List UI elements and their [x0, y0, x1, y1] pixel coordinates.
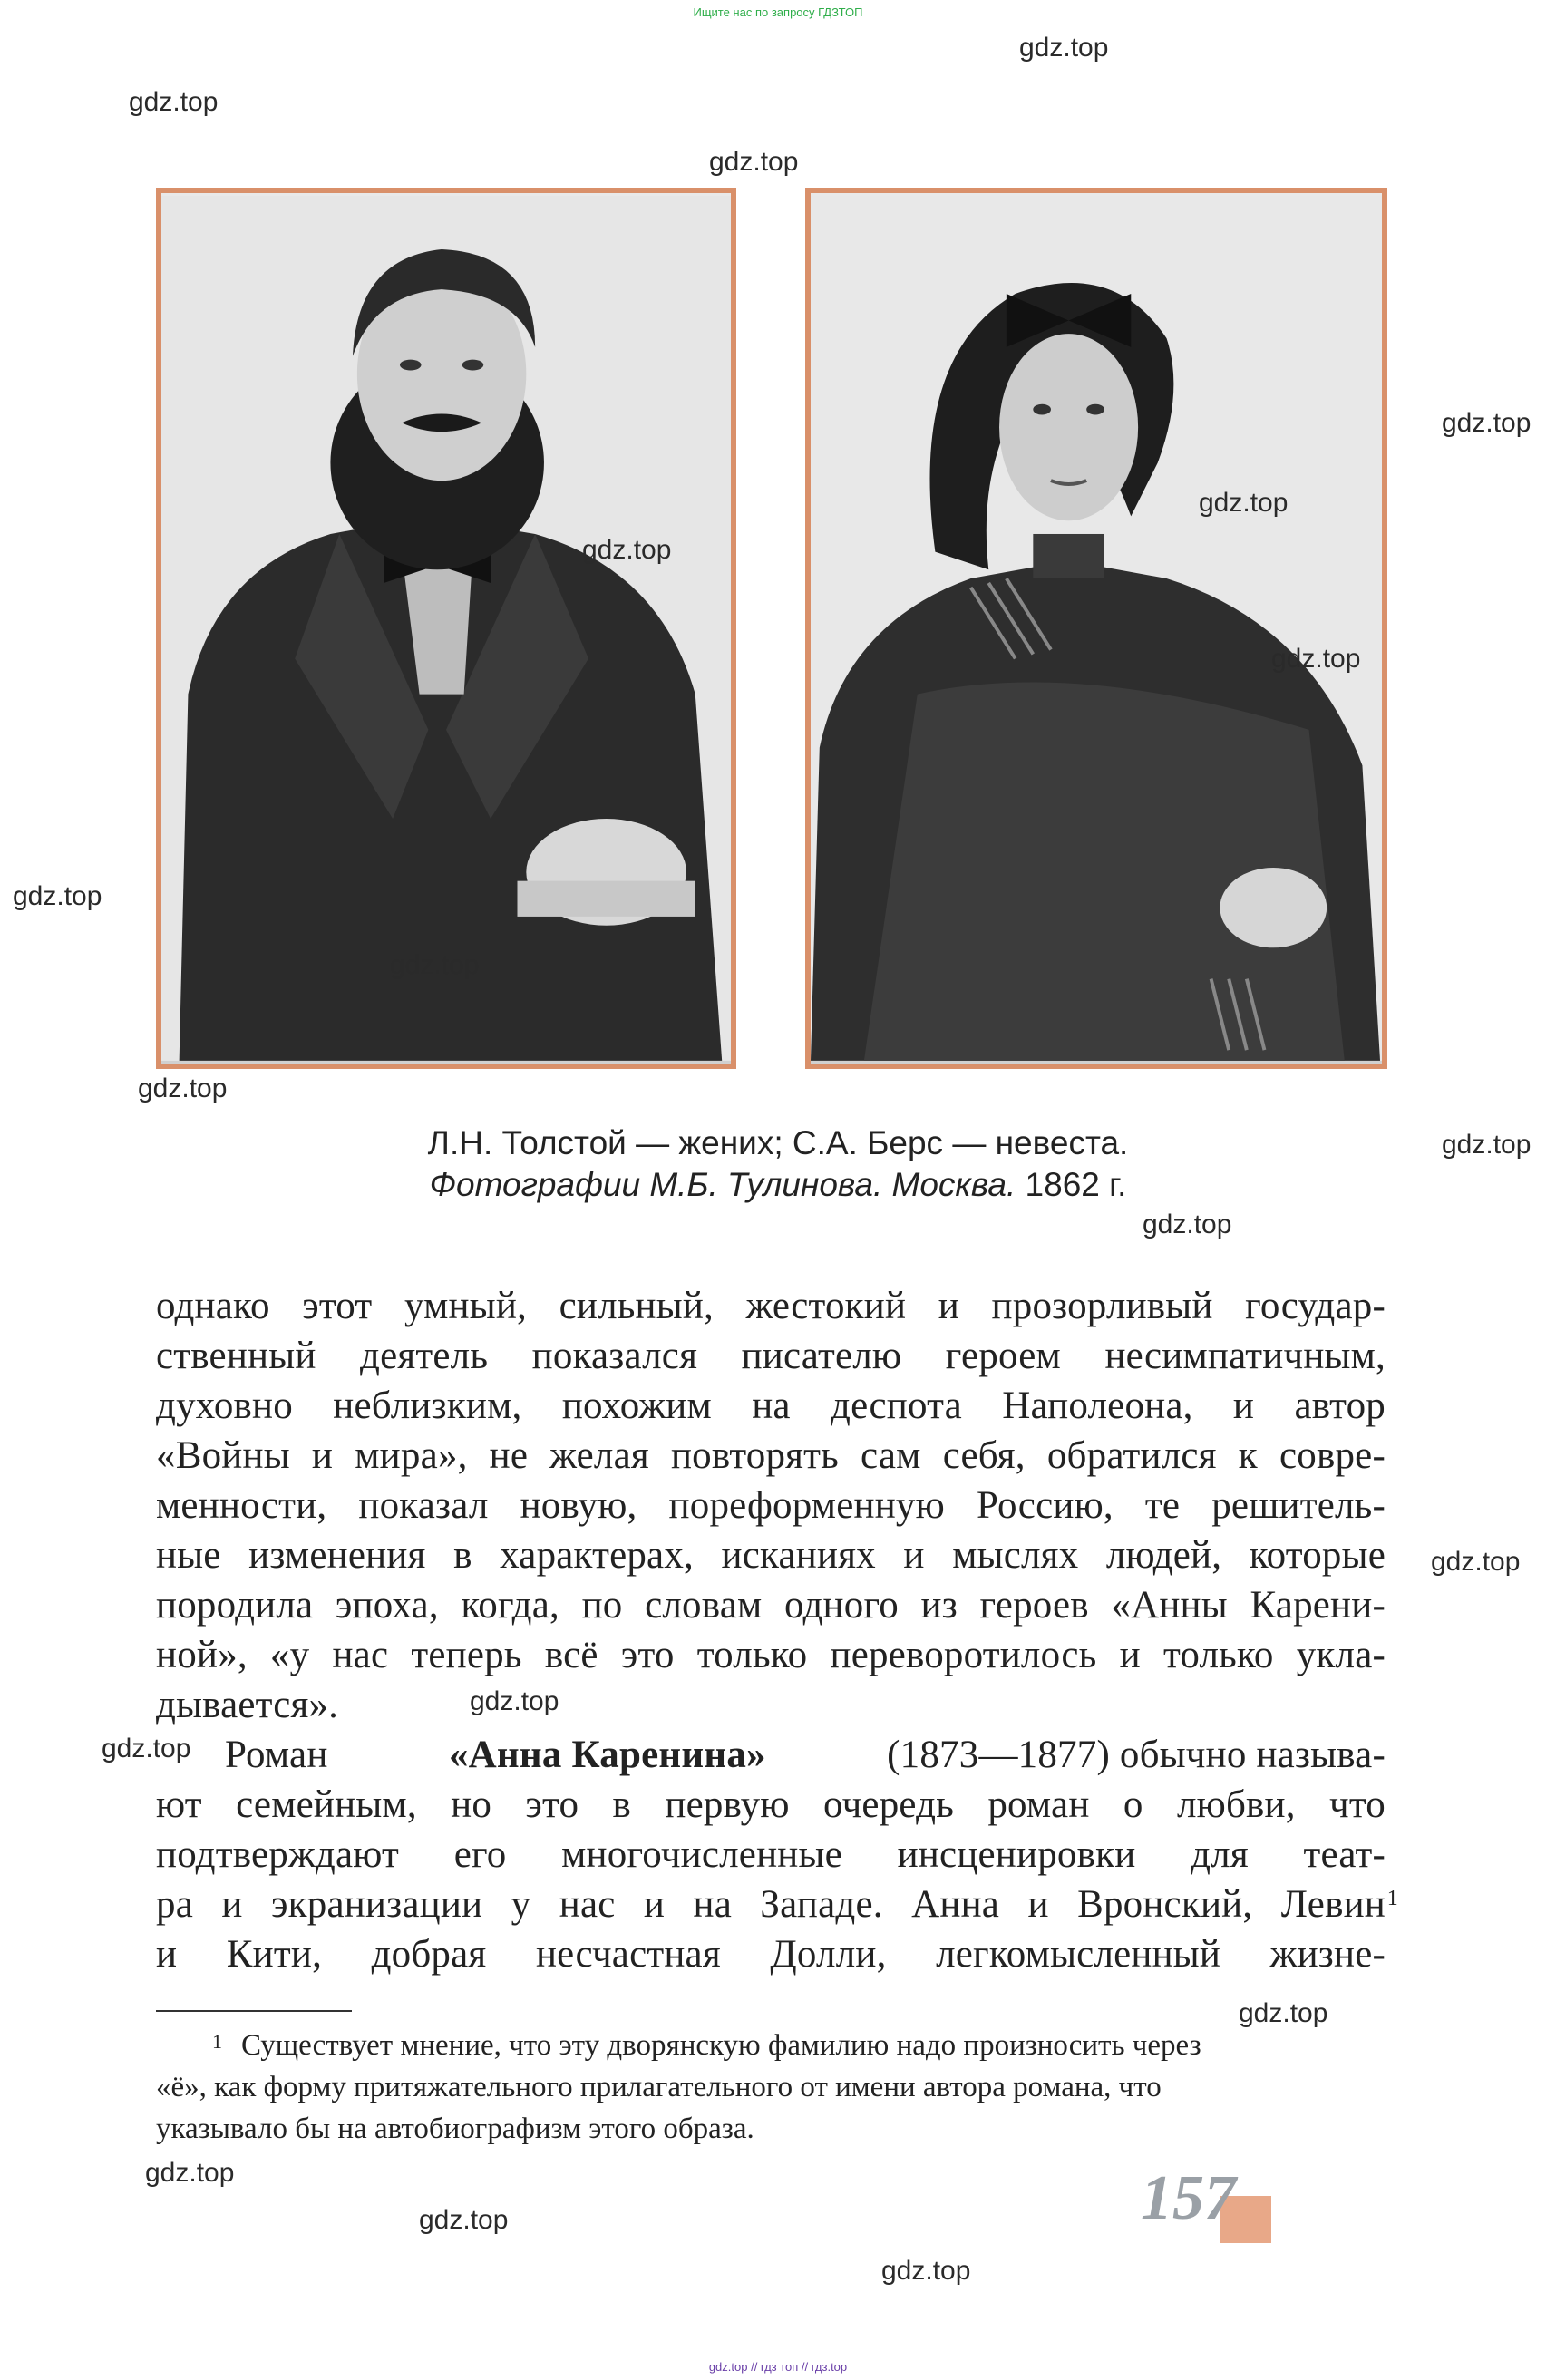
text-line: дывается». — [156, 1684, 339, 1726]
footnote-line: «ё», как форму притяжательного прилагательного от имени автора романа, что — [156, 2071, 1162, 2103]
text-line-first: Роман «Анна Каренина» (1873—1877) обычно называ- — [156, 1730, 1386, 1780]
watermark: gdz.top — [145, 2158, 235, 2188]
paragraph-1 — [156, 1281, 1386, 1730]
paragraph-2 — [156, 1730, 1398, 1979]
text-line: ра и экранизации у нас и на Западе. Анна и Вронский, Левин 1 — [156, 1880, 1386, 1929]
bottom-banner: gdz.top // гдз топ // гдз.top — [708, 2360, 848, 2374]
text-line: подтверждают его многочисленные инсценировки для теат- — [156, 1833, 1386, 1876]
text-line: духовно неблизким, похожим на деспота Наполеона, и автор — [156, 1384, 1386, 1427]
footnote-divider — [156, 2010, 352, 2012]
text-line: однако этот умный, сильный, жестокий и прозорливый государ- — [156, 1285, 1386, 1327]
caption-year: 1862 г. — [1025, 1166, 1127, 1203]
watermark: gdz.top — [390, 950, 480, 980]
watermark: gdz.top — [582, 535, 672, 565]
text-line: и Кити, добрая несчастная Долли, легкомысленный жизне- — [156, 1933, 1386, 1976]
footnote-mark: 1 — [212, 2030, 222, 2053]
text-line: ственный деятель показался писателю героем несимпатичным, — [156, 1335, 1386, 1377]
text-line: породила эпоха, когда, по словам одного из героев «Анны Карени- — [156, 1584, 1386, 1627]
watermark: gdz.top — [1442, 408, 1532, 438]
novel-title: «Анна Каренина» — [448, 1734, 766, 1776]
watermark: gdz.top — [13, 881, 102, 911]
footnote-line: указывало бы на автобиографизм этого образа. — [156, 2113, 754, 2145]
watermark: gdz.top — [1271, 644, 1361, 674]
text-line: менности, показал новую, пореформенную Россию, те решитель- — [156, 1484, 1386, 1527]
watermark: gdz.top — [1239, 1998, 1328, 2028]
text-line: ной», «у нас теперь всё это только переворотилось и только укла- — [156, 1634, 1386, 1676]
footnote-ref: 1 — [1386, 1887, 1398, 1910]
watermark: gdz.top — [1019, 33, 1109, 63]
footnote — [156, 2025, 1386, 2150]
text-line: ют семейным, но это в первую очередь роман о любви, что — [156, 1783, 1386, 1826]
watermark: gdz.top — [419, 2205, 509, 2235]
watermark: gdz.top — [1199, 488, 1289, 518]
footnote-line: 1 Существует мнение, что эту дворянскую фамилию надо произносить через — [156, 2025, 1386, 2066]
text-line: ные изменения в характерах, исканиях и мыслях людей, которые — [156, 1534, 1386, 1577]
page-number: 157 — [1141, 2163, 1236, 2233]
text-line: «Войны и мира», не желая повторять сам себя, обратился к совре- — [156, 1434, 1386, 1477]
watermark: gdz.top — [138, 1073, 228, 1103]
watermark: gdz.top — [1431, 1547, 1521, 1577]
portrait-woman-image — [811, 193, 1382, 1064]
caption-source: Фотографии М.Б. Тулинова. Москва. — [429, 1166, 1016, 1203]
top-banner: Ищите нас по запросу ГДЗТОП — [693, 5, 863, 19]
watermark: gdz.top — [470, 1686, 559, 1716]
watermark: gdz.top — [709, 147, 799, 177]
photo-tolstoy — [156, 188, 736, 1069]
caption-line-2 — [0, 1166, 1556, 1204]
watermark: gdz.top — [1143, 1209, 1232, 1239]
watermark: gdz.top — [102, 1734, 191, 1763]
portrait-man-image — [161, 193, 731, 1064]
caption-line-1: Л.Н. Толстой — жених; С.А. Берс — невеста. — [427, 1124, 1129, 1161]
watermark: gdz.top — [881, 2256, 971, 2286]
watermark: gdz.top — [129, 87, 219, 117]
watermark: gdz.top — [1442, 1130, 1532, 1160]
photo-bers — [805, 188, 1387, 1069]
photo-caption — [0, 1124, 1556, 1204]
